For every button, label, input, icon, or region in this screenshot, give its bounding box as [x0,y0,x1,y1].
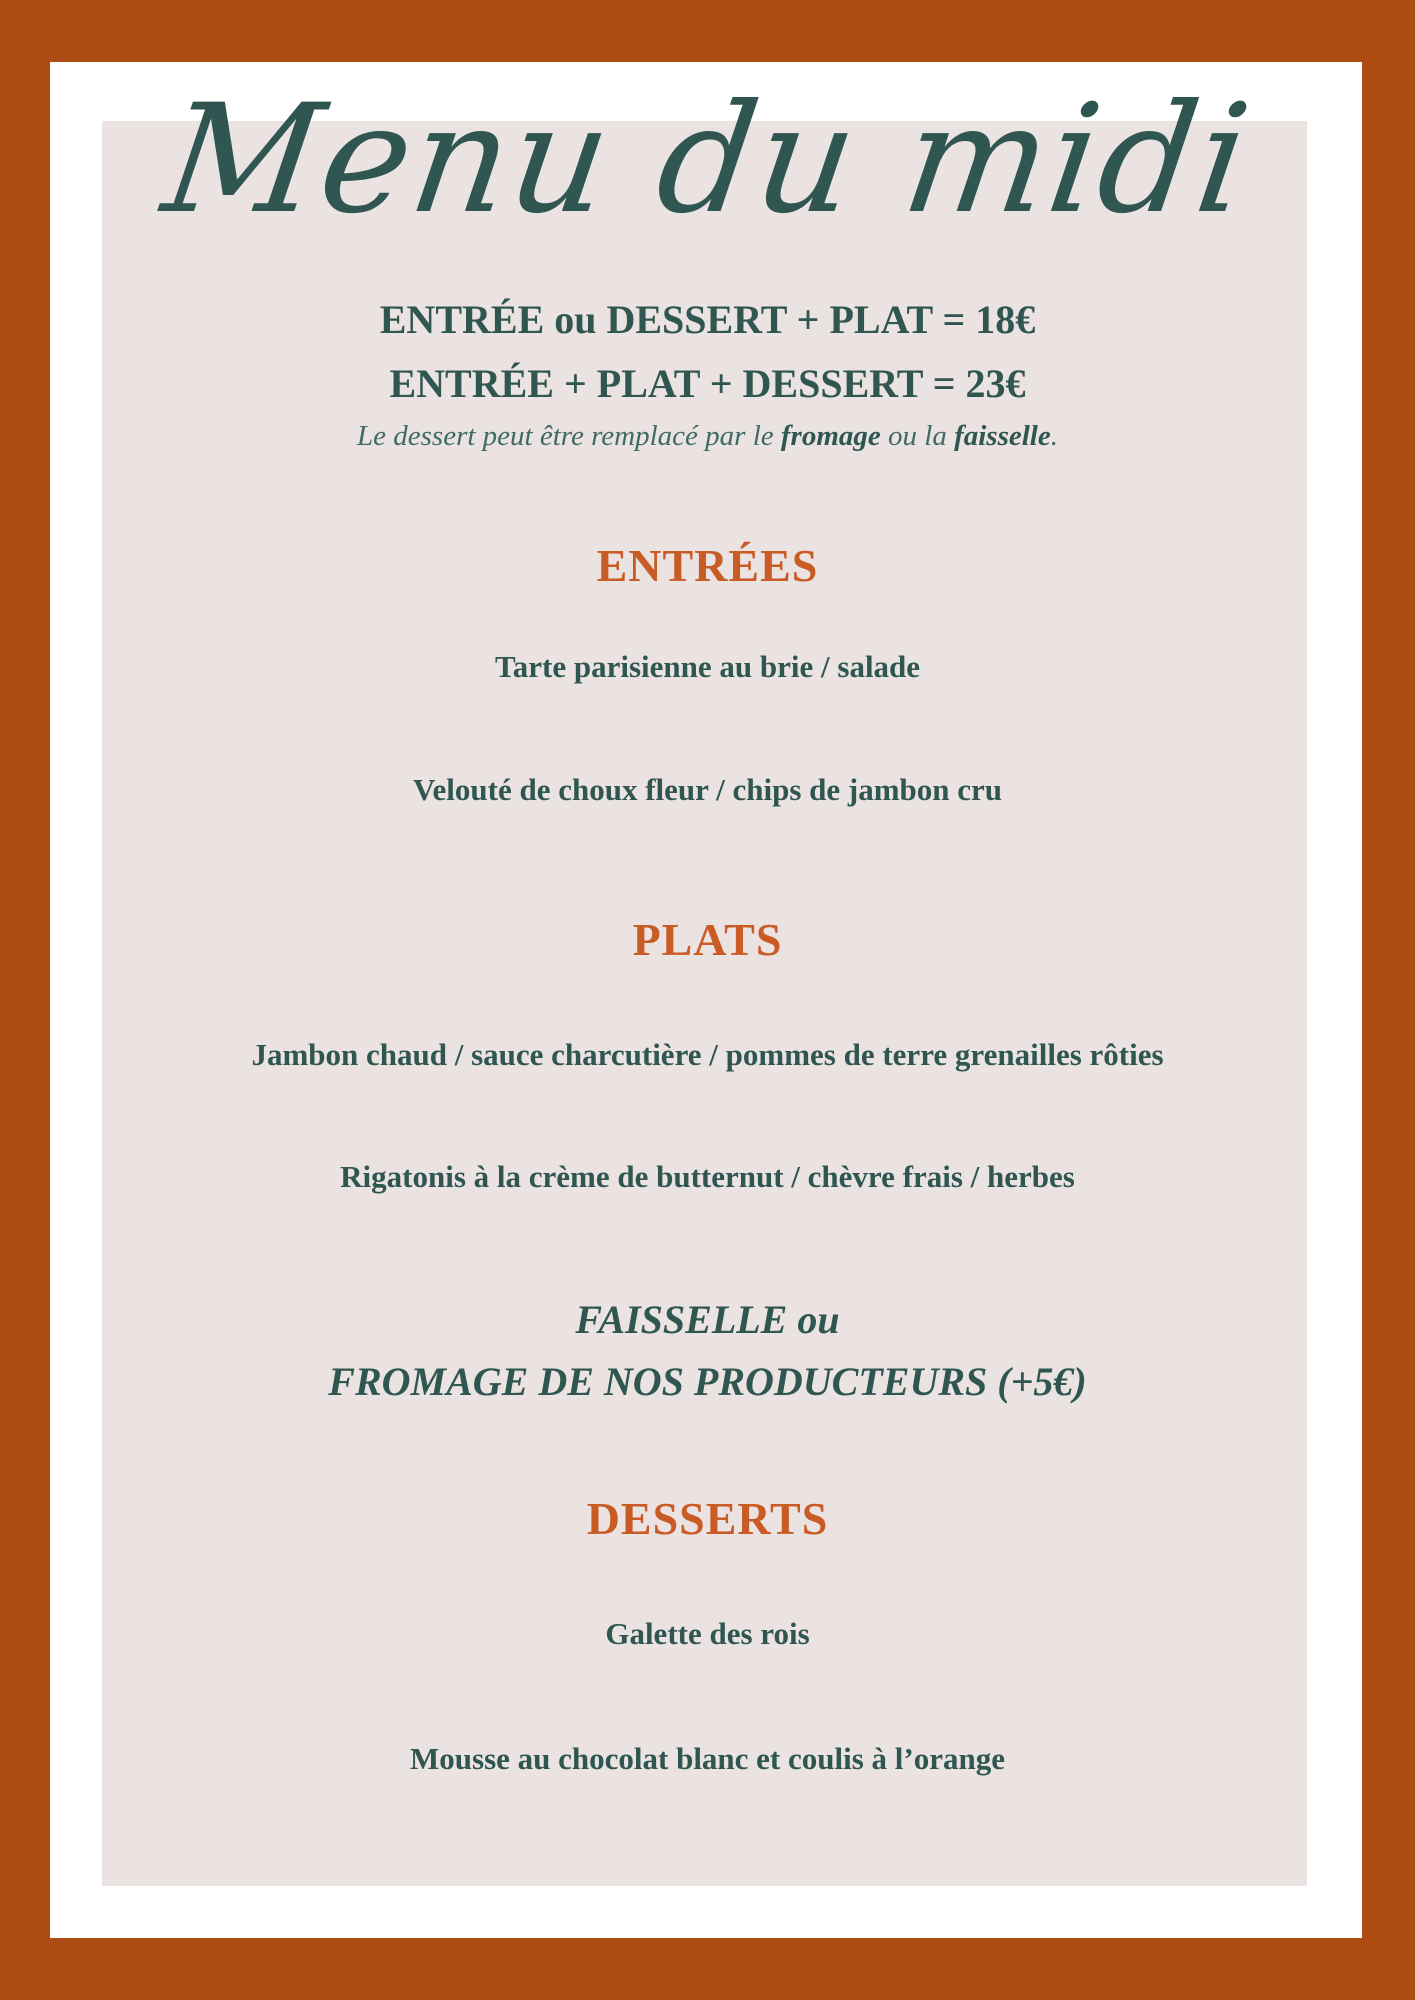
dish-plat-2: Rigatonis à la crème de butternut / chèvre frais / herbes [340,1159,1075,1194]
note-middle: ou la [880,420,955,452]
note-fromage: fromage [780,420,881,452]
section-title-plats: PLATS [632,914,783,965]
note-faisselle: faisselle [954,420,1051,452]
dish-dessert-1: Galette des rois [605,1616,810,1651]
note-prefix: Le dessert peut être remplacé par le [357,420,781,452]
menu-title: Menu du midi [154,73,1261,247]
note-suffix: . [1050,420,1058,452]
dish-plat-1: Jambon chaud / sauce charcutière / pommes de terre grenailles rôties [251,1037,1164,1072]
section-title-entrees: ENTRÉES [596,540,819,591]
section-title-desserts: DESSERTS [586,1493,829,1544]
substitution-note [0,418,1415,454]
price-formula-1: ENTRÉE ou DESSERT + PLAT = 18€ [379,297,1036,342]
price-formula-2: ENTRÉE + PLAT + DESSERT = 23€ [389,361,1026,406]
dish-entree-1: Tarte parisienne au brie / salade [494,649,921,684]
dish-dessert-2: Mousse au chocolat blanc et coulis à l’orange [410,1741,1005,1776]
fromage-line-1: FAISSELLE ou [575,1297,840,1342]
fromage-line-2: FROMAGE DE NOS PRODUCTEURS (+5€) [328,1359,1087,1404]
dish-entree-2: Velouté de choux fleur / chips de jambon cru [412,772,1003,807]
